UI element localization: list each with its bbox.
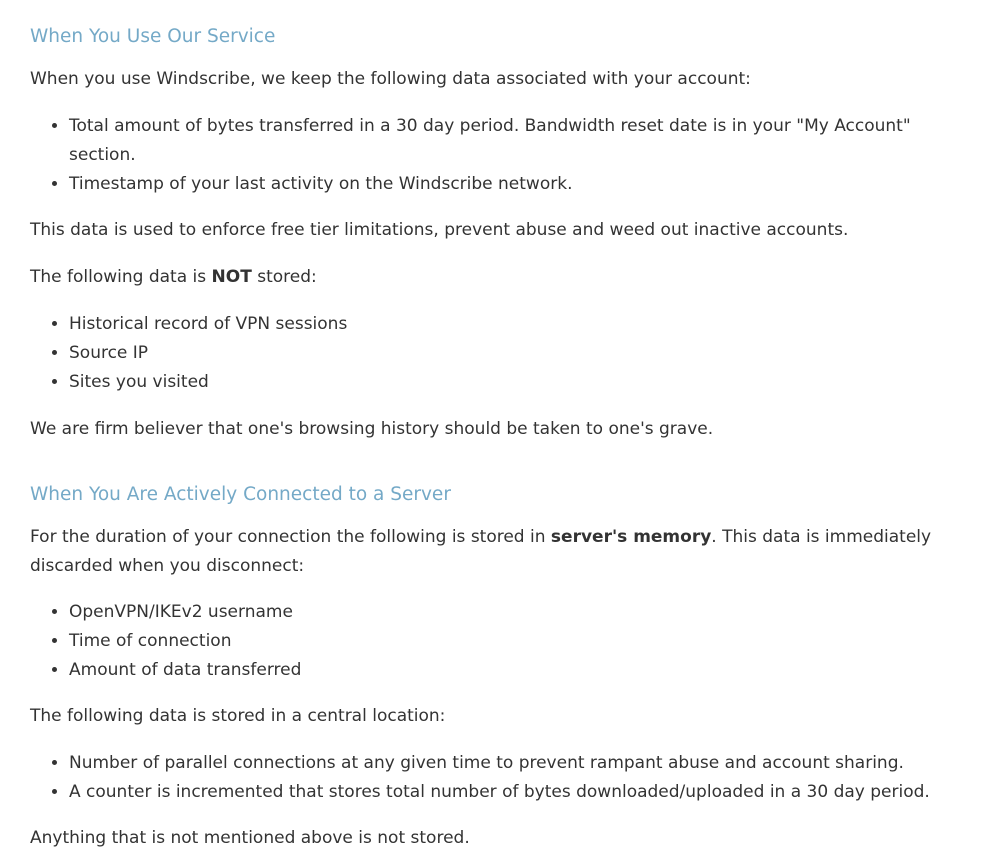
list-item: • Source IP: [69, 339, 980, 368]
not-emphasis: NOT: [211, 267, 252, 287]
section-title-use-service: When You Use Our Service: [30, 26, 276, 47]
not-stored-suffix: stored:: [251, 267, 317, 287]
usage-paragraph: This data is used to enforce free tier limitations, prevent abuse and weed out inactive accounts.: [30, 220, 849, 240]
central-data-list: [30, 749, 980, 807]
not-stored-paragraph: [30, 263, 980, 292]
list-item: • Number of parallel connections at any given time to prevent rampant abuse and account sharing.: [69, 749, 980, 778]
list-item: • Timestamp of your last activity on the Windscribe network.: [69, 170, 980, 199]
list-item: • A counter is incremented that stores total number of bytes downloaded/uploaded in a 30 day period.: [69, 778, 980, 807]
memory-data-list: [30, 598, 980, 685]
list-item: • Sites you visited: [69, 368, 980, 397]
central-intro-paragraph: The following data is stored in a central location:: [30, 706, 446, 726]
list-item: • Time of connection: [69, 627, 980, 656]
not-stored-list: [30, 310, 980, 397]
memory-emphasis: server's memory: [550, 527, 712, 547]
list-item: • Historical record of VPN sessions: [69, 310, 980, 339]
list-item: • Amount of data transferred: [69, 656, 980, 685]
intro-paragraph: When you use Windscribe, we keep the following data associated with your account:: [30, 69, 751, 89]
kept-data-list: [30, 112, 980, 199]
final-paragraph: Anything that is not mentioned above is not stored.: [30, 828, 470, 848]
closing-paragraph: We are firm believer that one's browsing history should be taken to one's grave.: [30, 419, 714, 439]
duration-suffix: . This data is immediately discarded when you disconnect:: [30, 527, 932, 576]
list-item: • OpenVPN/IKEv2 username: [69, 598, 980, 627]
list-item: • Total amount of bytes transferred in a 30 day period. Bandwidth reset date is in your "My Account" section.: [69, 112, 980, 170]
not-stored-prefix: The following data is: [30, 267, 212, 287]
section-title-connected: When You Are Actively Connected to a Server: [30, 484, 451, 505]
duration-paragraph: [30, 523, 980, 581]
duration-prefix: For the duration of your connection the following is stored in: [30, 527, 551, 547]
